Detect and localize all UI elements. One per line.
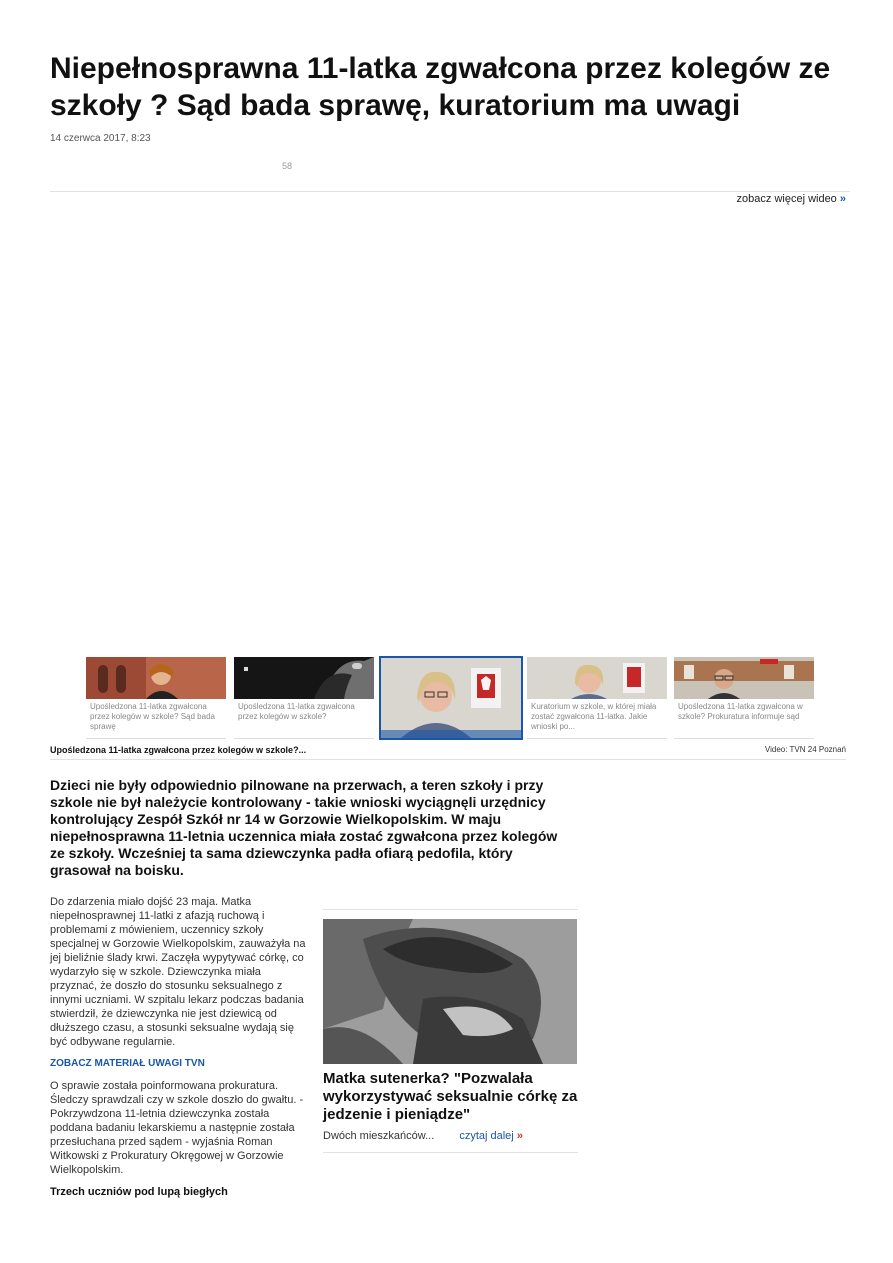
- divider: [323, 1152, 578, 1153]
- thumbnail-image: [86, 657, 226, 699]
- related-article-title[interactable]: Matka sutenerka? "Pozwalała wykorzystywać seksualnie córkę za jedzenie i pieniądze": [323, 1070, 578, 1123]
- video-source: Video: TVN 24 Poznań: [764, 745, 846, 754]
- related-article-teaser: Dwóch mieszkańców...: [323, 1130, 435, 1142]
- thumbnail-caption: Upośledzona 11-latka zgwałcona przez kolegów w szkole? Sąd bada sprawę: [86, 699, 226, 739]
- body-paragraph: Do zdarzenia miało dojść 23 maja. Matka niepełnosprawnej 11-latki z afazją ruchową i problemami z mówieniem, uczennicy szkoły specjalnej w Gorzowie Wielkopolskim, zauważyła na jej bieliźnie ślady krwi. Zaczęła wypytywać córkę, co wydarzyło się w szkole. Dziewczynka miała przyznać, że doszło do stosunku seksualnego z innymi uczniami. W szpitalu lekarz podczas badania stwierdził, że dziewczynka nie jest dziewicą od dłuższego czasu, a stosunki seksualne wydają się być odbywane regularnie.: [50, 896, 306, 1048]
- divider: [323, 909, 578, 910]
- chevron-right-icon: »: [516, 1130, 523, 1142]
- thumbnail-caption: Upośledzona 11-latka zgwałcona przez kolegów w szkole?: [234, 699, 374, 739]
- read-more-label: czytaj dalej: [459, 1130, 514, 1142]
- video-title: Upośledzona 11-latka zgwałcona przez kolegów w szkole?...: [50, 745, 307, 755]
- thumbnail-image: [527, 657, 667, 699]
- thumbnail-caption: Upośledzona 11-latka zgwałcona w szkole? Prokuratura informuje sąd: [674, 699, 814, 739]
- body-paragraph: O sprawie została poinformowana prokuratura. Śledczy sprawdzali czy w szkole doszło do gwałtu. - Pokrzywdzona 11-letnia dziewczynka została poddana badaniu lekarskiemu a następnie została przesłuchana przed sądem - wyjaśnia Roman Witkowski z Prokuratury Okręgowej w Gorzowie Wielkopolskim.: [50, 1080, 304, 1176]
- comments-count[interactable]: 58: [282, 161, 293, 171]
- playlist-item[interactable]: [674, 657, 814, 739]
- article-title: Niepełnosprawna 11-latka zgwałcona przez kolegów ze szkoły ? Sąd bada sprawę, kuratorium ma uwagi: [50, 52, 831, 122]
- video-player[interactable]: [50, 208, 850, 648]
- related-article-image[interactable]: [323, 919, 577, 1064]
- thumbnail-image: [234, 657, 374, 699]
- body-subheading: Trzech uczniów pod lupą biegłych: [50, 1186, 228, 1198]
- thumbnail-image: [381, 658, 521, 738]
- playlist-item-active[interactable]: [379, 656, 523, 740]
- playlist-item[interactable]: [527, 657, 667, 739]
- video-playlist: [86, 657, 816, 739]
- chevron-right-icon: »: [839, 193, 846, 205]
- divider: [50, 191, 850, 192]
- related-article-box[interactable]: [323, 909, 578, 1153]
- thumbnail-caption: Kuratorium w szkole, w której miała zostać zgwałcona 11-latka. Jakie wnioski po...: [527, 699, 667, 739]
- more-video-link[interactable]: [737, 193, 846, 205]
- uwaga-tvn-link[interactable]: ZOBACZ MATERIAŁ UWAGI TVN: [50, 1058, 205, 1069]
- related-article-teaser-line: [323, 1130, 578, 1142]
- playlist-item[interactable]: [234, 657, 374, 739]
- divider: [50, 759, 846, 760]
- more-video-label: zobacz więcej wideo: [736, 193, 837, 205]
- article-body: [50, 895, 308, 1199]
- read-more-link[interactable]: [459, 1130, 523, 1142]
- publish-date: 14 czerwca 2017, 8:23: [50, 133, 151, 144]
- playlist-item[interactable]: [86, 657, 226, 739]
- article-lead: Dzieci nie były odpowiednio pilnowane na przerwach, a teren szkoły i przy szkole nie był należycie kontrolowany - takie wnioski wyciągnęli urzędnicy kontrolujący Zespół Szkół nr 14 w Gorzowie Wielkopolskim. W maju niepełnosprawna 11-letnia uczennica miała zostać zgwałcona przez kolegów ze szkoły. Wcześniej ta sama dziewczynka padła ofiarą pedofila, który grasował na boisku.: [50, 777, 558, 878]
- thumbnail-image: [674, 657, 814, 699]
